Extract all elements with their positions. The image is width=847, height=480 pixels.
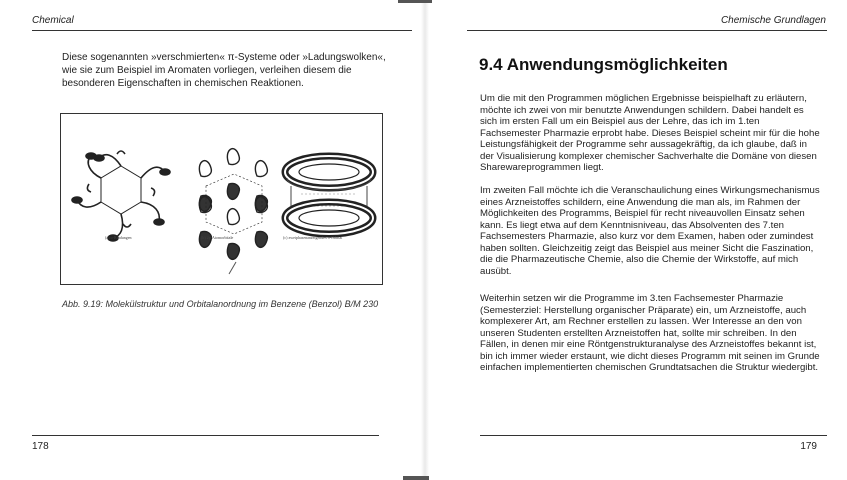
- pi-orbital-diagram: [285, 156, 373, 234]
- sigma-bond-diagram: [72, 151, 170, 241]
- right-paragraph-3: Weiterhin setzen wir die Programme im 3.ten Fachsemester Pharmazie (Semesterziel: Herstellung organischer Präparate) ein, um Arzneistoffe, auch komplexerer Art, am Rechner erstellen zu lassen. Wer Interesse an den von unseren Studenten erstellten Arzneistoffen hat, sollte mir schreiben. In den Fällen, in denen mir eine Röntgenstrukturanalyse des Arzneistoffes bekannt ist, bin ich immer wieder erstaunt, wie dicht dieses Programm mit seinen im Grunde einfachen implementierten chemischen Grundtatsachen die Struktur wiedergibt.: [480, 293, 820, 373]
- figure-caption: Abb. 9.19: Molekülstruktur und Orbitalanordnung im Benzene (Benzol) B/M 230: [62, 299, 379, 309]
- right-paragraph-1: Um die mit den Programmen möglichen Ergebnisse beispielhaft zu erläutern, möchte ich zwei von mir benutzte Anwendungen schildern. Dabei handelt es sich im ersten Fall um ein Beispiel aus der Lehre, das ich im 1.ten Fachsemester Pharmazie erprobt habe. Dieses Beispiel scheint mir für die hohe Leistungsfähigkeit der Programme sehr aussagekräftig, da ich glaube, daß in der Visualisierung komplexer chemischer Sachverhalte die Domäne von diesen Sharewareprogrammen liegt.: [480, 93, 820, 173]
- left-intro-paragraph: Diese sogenannten »verschmierten« π-Systeme oder »Ladungswolken«, wie sie zum Beispiel im Aromaten vorliegen, verleihen diesem die besonderen Eigenschaften in chemischen Reaktionen.: [62, 52, 386, 89]
- right-page-number: 179: [800, 441, 817, 452]
- right-paragraph-2: Im zweiten Fall möchte ich die Veranschaulichung eines Wirkungsmechanismus eines Arzneistoffes schildern, eine Anwendung die man als, im Rahmen der Möglichkeiten des Programms, Beispiel für recht niveauvollen Einsatz sehen kann. Es liegt etwa auf dem Kenntnisniveau, das Absolventen des 7.ten Fachsemesters Pharmazie, also kurz vor dem Examen, haben oder zumindest haben sollten. Gleichzeitig zeigt das Beispiel aus meiner Sicht die Faszination, die die Pharmazeutische Chemie, also die Chemie der Wirkstoffe, auf mich ausübt.: [480, 185, 820, 277]
- figure-sublabel-a: (a) σ-Bindungen: [105, 235, 132, 240]
- right-header-rule: [467, 30, 827, 31]
- p-orbital-diagram: [199, 149, 267, 260]
- figure-sublabel-c: (c) zweiphasenanzeigendes π-Orbital: [283, 235, 343, 240]
- section-title: 9.4 Anwendungsmöglichkeiten: [479, 55, 728, 74]
- right-running-head: Chemische Grundlagen: [720, 15, 826, 26]
- right-page: [430, 0, 847, 480]
- orbital-illustration: [61, 114, 384, 286]
- book-gutter: [421, 0, 429, 480]
- left-running-head: Chemical: [32, 15, 74, 26]
- benzene-orbital-figure: [60, 113, 383, 285]
- left-page-number: 178: [32, 441, 49, 452]
- right-footer-rule: [480, 435, 827, 436]
- figure-pointer: [229, 262, 236, 274]
- figure-sublabel-b: (b) 2p-Atomorbitale: [201, 235, 234, 240]
- left-page: [0, 0, 420, 480]
- left-header-rule: [32, 30, 412, 31]
- left-footer-rule: [32, 435, 379, 436]
